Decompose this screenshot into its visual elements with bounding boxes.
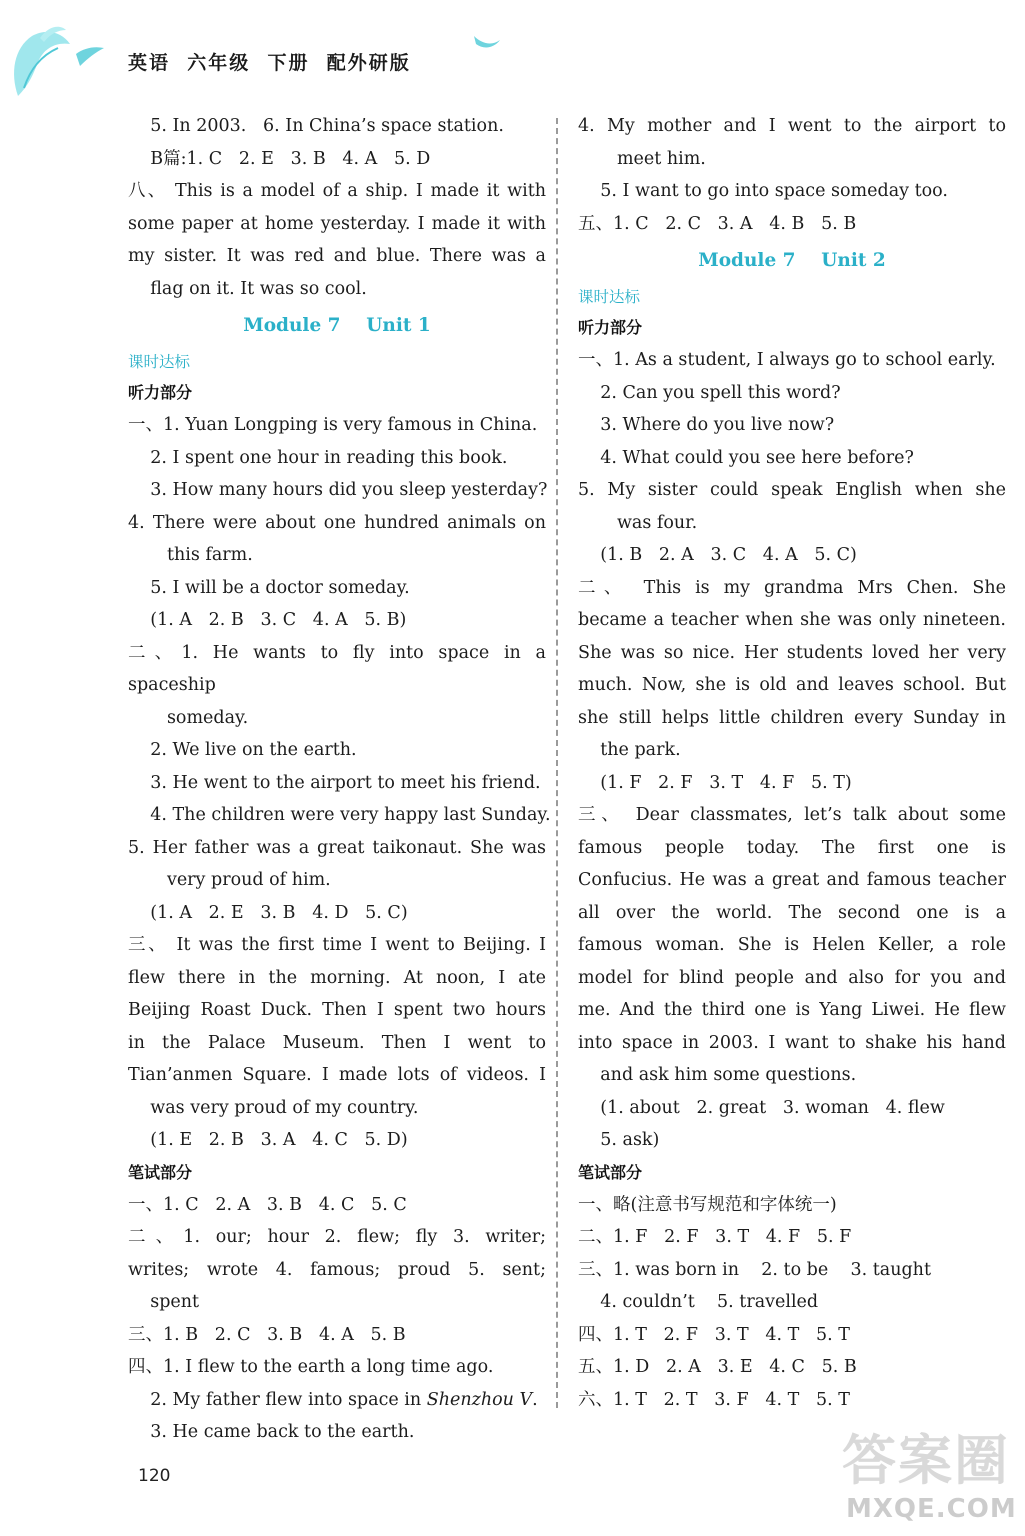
answer-line: 5. Her father was a great taikonaut. She was: [128, 837, 546, 858]
answer-line: flag on it. It was so cool.: [128, 278, 367, 299]
answer-line: She was so nice. Her students loved her very: [578, 642, 1006, 663]
module-heading: Module 7 Unit 1: [243, 315, 431, 336]
answer-line: 3. How many hours did you sleep yesterday?: [128, 480, 548, 500]
section-heading: 听力部分: [128, 383, 193, 402]
watermark-url: MXQE.COM: [846, 1494, 1017, 1524]
answer-line: (1. about 2. great 3. woman 4. flew: [578, 1097, 945, 1118]
answer-line: my sister. It was red and blue. There was a: [128, 246, 546, 266]
answer-line: model for blind people and also for you and: [578, 967, 1006, 988]
header-title: 英语 六年级 下册 配外研版: [128, 52, 411, 74]
section-heading: 笔试部分: [578, 1162, 643, 1182]
answer-line: some paper at home yesterday. I made it with: [128, 213, 546, 234]
module-heading: Module 7 Unit 2: [698, 250, 886, 271]
answer-line: famous people today. The first one is: [578, 837, 1006, 858]
answer-line: me. And the third one is Yang Liwei. He flew: [578, 1000, 1006, 1020]
answer-line: 五、1. D 2. A 3. E 4. C 5. B: [578, 1357, 857, 1377]
answer-line: the park.: [578, 740, 681, 760]
answer-line: 5. I want to go into space someday too.: [578, 181, 948, 201]
section-label: 课时达标: [128, 353, 191, 371]
answer-line: into space in 2003. I want to shake his hand: [578, 1032, 1006, 1053]
answer-line: 八、 This is a model of a ship. I made it with: [128, 181, 546, 201]
answer-line: 二、1. F 2. F 3. T 4. F 5. F: [578, 1227, 852, 1247]
answer-line: 5. My sister could speak English when she: [578, 480, 1006, 500]
answer-line-text: 2. My father flew into space in: [128, 1389, 427, 1410]
answer-line: 5. I will be a doctor someday.: [128, 577, 410, 598]
answer-line: 5. ask): [578, 1130, 660, 1150]
answer-line: in the Palace Museum. Then I went to: [128, 1032, 546, 1053]
answer-line: 2. I spent one hour in reading this book.: [128, 447, 508, 468]
answer-line: (1. B 2. A 3. C 4. A 5. C): [578, 545, 857, 565]
answer-line: (1. F 2. F 3. T 4. F 5. T): [578, 772, 852, 793]
answer-line: 3. He went to the airport to meet his friend.: [128, 772, 541, 793]
answer-line: 六、1. T 2. T 3. F 4. T 5. T: [578, 1389, 850, 1410]
section-heading: 笔试部分: [128, 1162, 193, 1182]
answer-line: 3. He came back to the earth.: [128, 1422, 415, 1442]
answer-line: all over the world. The second one is a: [578, 902, 1006, 923]
column-divider: [556, 118, 558, 1408]
answer-line: 4. What could you see here before?: [578, 447, 914, 468]
answer-line: and ask him some questions.: [578, 1065, 857, 1085]
section-label: 课时达标: [578, 288, 641, 306]
answer-line: 二、1. He wants to fly into space in a spaceship: [128, 642, 546, 695]
answer-line: was very proud of my country.: [128, 1097, 419, 1118]
italic-term: Shenzhou V: [426, 1389, 533, 1410]
answer-line: much. Now, she is old and leaves school. But: [578, 675, 1006, 695]
answer-line: very proud of him.: [128, 870, 331, 890]
answer-line: 二、1. our; hour 2. flew; fly 3. writer;: [128, 1227, 546, 1247]
answer-line: meet him.: [578, 148, 706, 169]
answer-line: 4. There were about one hundred animals on: [128, 512, 546, 533]
watermark: [842, 1430, 1018, 1530]
answer-line: 4. My mother and I went to the airport to: [578, 116, 1006, 136]
answer-line: became a teacher when she was only nineteen.: [578, 610, 1006, 630]
answer-line: (1. E 2. B 3. A 4. C 5. D): [128, 1130, 408, 1150]
answer-line: (1. A 2. E 3. B 4. D 5. C): [128, 902, 408, 923]
answer-line: 5. In 2003. 6. In China’s space station.: [128, 116, 504, 136]
answer-line: 一、1. C 2. A 3. B 4. C 5. C: [128, 1194, 407, 1215]
answer-line: 2. We live on the earth.: [128, 740, 357, 760]
answer-line: 3. Where do you live now?: [578, 415, 835, 435]
answer-line: 4. couldn’t 5. travelled: [578, 1292, 819, 1312]
answer-line: 三、1. B 2. C 3. B 4. A 5. B: [128, 1324, 406, 1345]
answer-line: 五、1. C 2. C 3. A 4. B 5. B: [578, 213, 857, 234]
right-column: [578, 110, 1006, 1416]
answer-line: 一、1. As a student, I always go to school early.: [578, 350, 996, 370]
answer-line: B篇:1. C 2. E 3. B 4. A 5. D: [128, 148, 431, 169]
answer-line: she still helps little children every Sunday in: [578, 707, 1006, 728]
answer-line: 四、1. T 2. F 3. T 4. T 5. T: [578, 1324, 850, 1345]
answer-line: Confucius. He was a great and famous teacher: [578, 870, 1006, 890]
answer-line: was four.: [578, 512, 698, 533]
answer-line-tail: .: [532, 1389, 538, 1410]
answer-line: spent: [128, 1292, 200, 1312]
answer-line: writes; wrote 4. famous; proud 5. sent;: [128, 1259, 546, 1280]
answer-line: Beijing Roast Duck. Then I spent two hours: [128, 1000, 546, 1020]
answer-line: 三、 It was the first time I went to Beijing. I: [128, 935, 546, 955]
answer-line: someday.: [128, 707, 249, 728]
answer-line: this farm.: [128, 545, 253, 565]
answer-line: 4. The children were very happy last Sunday.: [128, 805, 551, 825]
section-heading: 听力部分: [578, 318, 643, 337]
page-header: [0, 0, 1025, 110]
answer-line: 一、1. Yuan Longping is very famous in China.: [128, 415, 538, 435]
answer-line: (1. A 2. B 3. C 4. A 5. B): [128, 610, 407, 630]
answer-line: famous woman. She is Helen Keller, a role: [578, 935, 1006, 955]
answer-line: 一、略(注意书写规范和字体统一): [578, 1194, 837, 1215]
answer-line: 四、1. I flew to the earth a long time ago.: [128, 1357, 494, 1377]
answer-line: 2. Can you spell this word?: [578, 382, 841, 403]
answer-line: 二、 This is my grandma Mrs Chen. She: [578, 577, 1006, 598]
answer-line: flew there in the morning. At noon, I ate: [128, 967, 546, 988]
answer-line: 三、 Dear classmates, let’s talk about some: [578, 805, 1006, 825]
answer-line: 三、1. was born in 2. to be 3. taught: [578, 1259, 931, 1280]
watermark-logo-text: 答案圈: [842, 1429, 1010, 1492]
page-number: 120: [138, 1466, 171, 1486]
left-column: [128, 110, 551, 1449]
answer-line: [128, 1384, 546, 1417]
answer-line: Tian’anmen Square. I made lots of videos. I: [128, 1065, 546, 1085]
